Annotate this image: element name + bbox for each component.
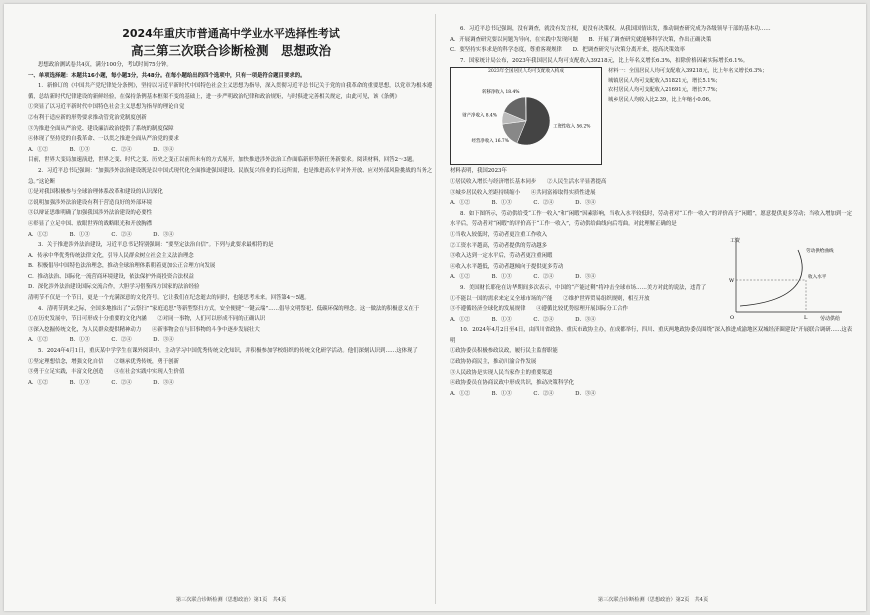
pie-label: 工资性收入 56.2% [553,124,591,130]
question-line: 目前，世界大变局加速演进，世界之变、时代之变、历史之变正以前所未有的方式展开，加快推进涉外法治工作面临新形势新任务新要求。阅读材料，回答2～3题。 [28,157,418,164]
question-line: ④体现了坚持党的自我革命、一以贯之推进全面从严治党的要求 [28,136,179,143]
question-line: A．传承中华优秀传统法律文化，引导人民群众树立社会主义法治理念 [28,252,194,259]
pie-svg [451,75,601,163]
right-column [450,24,856,602]
question-line: ②有利于适应新的形势要求推动管党治党制度创新 [28,114,147,121]
graph-x-label: 劳动供给 [820,315,841,322]
chart-note: 城乡居民人均收入比2.39，比上年缩小0.06。 [608,96,715,103]
question-line: ①突显了以习近平新时代中国特色社会主义思想为指导的理论自觉 [28,104,185,111]
chart-note: 材料一：全国居民人均可支配收入39218元，比上年名义增长6.3%； [608,68,768,75]
left-question-list [28,81,434,388]
footer-right: 第三次联合诊断检测（思想政治）第2页 共4页 [597,597,709,603]
section-heading: 一、单项选择题：本题共16小题，每小题3分，共48分。在每小题给出的四个选项中，只有一项是符合题目要求的。 [28,72,306,79]
page-fold [435,14,436,604]
question-line: 1．新修订的《中国共产党纪律处分条例》，坚持以习近平新时代中国特色社会主义思想为指导，深入贯彻习近平总书记关于党的自我革命的重要思想，以党章为根本遵循，总结新时代纪律建设的新鲜经验，在保持条例基本框架不变的基础上，进一步严明政治纪律和政治规矩，与时俱进完善相关规定，由此可见，该《条例》 [28,83,433,100]
question-line: 材料表明，我国2023年 [450,168,507,175]
question-line: ④收入水平越低，劳动者越倾向于提供更多劳动 [450,263,564,270]
question-line: 6．习近平总书记强调，没有调查，就没有发言权，更没有决策权。从我国国情出发，推动调查研究成为各级领导干部的基本功…… [460,26,771,32]
question-line: B．积极倡导中国特色法治理念，推动全球治理体系朝着更加公正合理方向发展 [28,263,216,270]
question-line: A．开展调查研究要以问题为导向，在实践中发现问题 B．开展了调查研究就能够科学决策，作出正确决策 [450,36,712,43]
question-line: ①居民收入增长与经济增长基本同步 ②人民生活水平显著提高 [450,178,607,185]
question-line: ③勇于立足实践，丰富文化创造 ④在社会实践中实现人生价值 [28,369,185,376]
question-line: ①坚定理想信念，增强文化自信 ②继承优秀传统，勇于创新 [28,358,179,365]
pie-label: 财产净收入 8.4% [462,113,497,119]
graph-y-label: 工资 [730,237,741,244]
question-line: ③收入达到一定水平后，劳动者更注重闲暇 [450,253,553,260]
graph-l-label: L [804,314,808,321]
question-line: ①是对我国积极参与全球治理体系改革和建设的认识深化 [28,189,163,196]
left-column [28,24,434,602]
labor-supply-graph [720,232,850,322]
question-line: A．①② B．①③ C．②④ D．③④ [28,231,174,238]
question-line: 清明节不仅是一个节日，更是一个充满深意的文化符号。它让我们在纪念逝去的同时，也能思考未来。回答第4～5题。 [28,295,310,302]
footer-left: 第三次联合诊断检测（思想政治）第1页 共4页 [175,597,287,603]
chart-note: 农村居民人均可支配收入21691元，增长7.7%； [608,87,721,94]
question-line: 7．国家统计局公布，2023年我国居民人均可支配收入39218元，比上年名义增长6.3%，扣除价格因素实际增长6.1%。 [460,57,749,64]
graph-curve2-label: 收入水平 [808,274,827,280]
income-pie-chart [450,67,602,165]
question-line: A．①② B．①③ C．②④ D．③④ [450,200,596,207]
pie-label: 转移净收入 18.4% [482,90,520,96]
question-line: A．①② B．①③ C．②④ D．③④ [28,146,174,153]
pie-label: 经营净收入 16.7% [471,139,509,145]
question-line: ③深入挖掘传统文化，为人民群众提供精神动力 ④新事物会在与旧事物的斗争中逐步发展壮大 [28,326,260,333]
chart-notes [602,67,856,165]
question-line: 2．习近平总书记强调：“加强涉外法治建设既是以中国式现代化全面推进强国建设、民族复兴伟业的长远所需，也是推进高水平对外开放、应对外部风险挑战的当务之急。”这论断 [28,167,433,185]
question-line: C．要坚持实事求是的科学态度，尊重客观规律 D．把调查研究与决策分离开来，提高决策效率 [450,47,685,54]
question-line: 9．美国财长耶伦在访华期间多次表示，中国的“产能过剩”将冲击全球市场……美方对此的说法，违背了 [460,284,707,291]
question-line: ③人民政协是实现人民当家作主的重要渠道 [450,369,553,376]
question-line: ②政协协商民主，推动川渝合作发展 [450,359,537,366]
exam-paper [4,4,866,611]
question-line: ①在历史发展中，节日可形成十分重要的文化内涵 ②对同一事物，人们可以形成不同的正确认识 [28,316,266,323]
question-line: ①当收入较低时，劳动者更注重工作收入 [450,231,548,238]
chart-note: 城镇居民人均可支配收入51821元，增长5.1%； [608,77,721,84]
graph-w-label: W [729,277,735,284]
question-line: ④政协委员在协商议政中形成共识，推动决策科学化 [450,380,574,387]
exam-intro: 思想政治测试卷共4页，满分100分，考试时间75分钟。 [38,62,172,68]
exam-title: 2024年重庆市普通高中学业水平选择性考试 [122,27,340,40]
question-line: ①政协委员积极参政议政，履行民主监督职能 [450,348,558,355]
question-line: 5．2024年4月1日，重庆某中学学生在课外阅读中，主动学习中国优秀传统文化知识，并积极参加学校组织的传统文化研学活动。他们深刻认识到……这体现了 [38,348,418,355]
question-line: ③城乡居民收入差距持续缩小 ④共同富裕取得实质性进展 [450,189,596,196]
question-line: ③不遵循经济全球化的发展规律 ④遵循比较优势原理开展国际分工合作 [450,306,628,313]
question-line: 4．清明节到来之际，全国多地推出了“云祭扫”“家庭追思”等新型祭扫方式，安全便捷“一键云端”……倡导文明祭祀、低碳环保的理念。这一做法的积极意义在于 [38,305,420,312]
income-figure [450,67,856,165]
graph-curve1-label: 劳动供给曲线 [806,248,834,254]
question-line: 10．2024年4月2日至4日，由四川省政协、重庆市政协主办，在成都举行，四川、重庆两地政协委员围绕“深入推进成渝地区双城经济圈建设”开展联合调研……这表明 [450,327,853,344]
right-question-list-mid [450,166,856,230]
question-line: 3．关于推进涉外法治建设，习近平总书记特别强调：“要坚定法治自信”。下列与此要求最相符的是 [38,242,274,249]
question-line: ②说明加强涉外法治建设有利于营造良好的外部环境 [28,199,152,206]
exam-subtitle: 高三第三次联合诊断检测 思想政治 [130,43,331,58]
question-line: C．推动法治、国际化一流营商环境建设，依法保护外商投资合法权益 [28,273,194,280]
question-line: ①不能以一国的需求来定义全球市场的产能 ②维护世界贸易组织规则，相互开放 [450,295,650,302]
question-line: ④彰显了立足中国、放眼世界的战略眼光和开放胸襟 [28,220,152,227]
question-line: A．①② B．①③ C．②④ D．③④ [28,337,174,344]
question-line: A．①② B．①③ C．②④ D．③④ [450,274,596,281]
labor-supply-curve [740,250,802,306]
right-question-list-top [450,24,856,66]
graph-o-label: O [730,314,735,321]
chart-title: 2023年全国居民人均可支配收入构成 [487,69,564,75]
question-line: ②工资水平越高，劳动者提供的劳动越多 [450,242,548,249]
question-line: 8．如下图所示，劳动供给受“工作一收入”和“闲暇”因素影响，当收入水平较低时，劳动者对“工作一收入”的评价高于“闲暇”，愿意提供更多劳动；当收入增加到一定水平后，劳动者对“闲暇”的评价高于“工作一收入”，劳动供给曲线向后弯曲。对此理解正确的是 [450,210,853,228]
question-line: A．①② B．①③ C．②④ D．③④ [450,316,596,323]
question-line: A．①② B．①③ C．②④ D．③④ [28,379,174,386]
question-line: D．深化涉外法治建设国际交流合作，大胆学习借鉴西方国家的法治经验 [28,284,200,291]
question-line: ③以辩证思维明确了加强我国涉外法治建设的必要性 [28,210,152,217]
question-line: ③为推进全面从严治党、建设廉洁政治提供了系统的制度保障 [28,125,174,132]
question-line: A．①② B．①③ C．②④ D．③④ [450,390,596,397]
